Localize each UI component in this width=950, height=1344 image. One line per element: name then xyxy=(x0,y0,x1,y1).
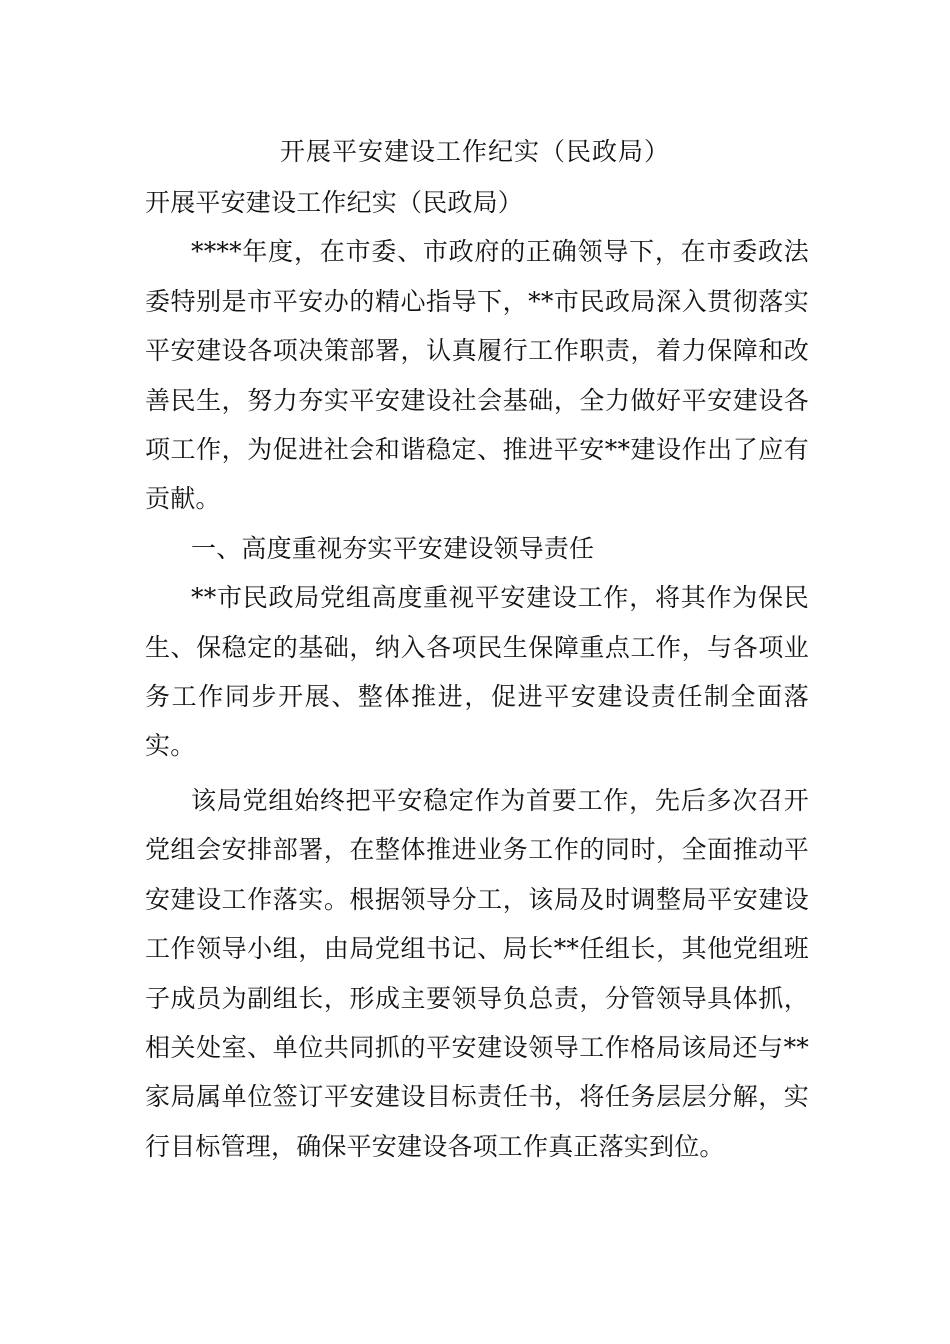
document-subtitle: 开展平安建设工作纪实（民政局） xyxy=(145,188,524,217)
paragraph-intro: ****年度，在市委、市政府的正确领导下，在市委政法委特别是市平安办的精心指导下，**市民政局深入贯彻落实平安建设各项决策部署，认真履行工作职责，着力保障和改善民生，努力夯实平安建设社会基础，全力做好平安建设各项工作，为促进社会和谐稳定、推进平安**建设作出了应有贡献。 xyxy=(145,237,809,514)
document-body xyxy=(145,178,809,1171)
section-heading-1: 一、高度重视夯实平安建设领导责任 xyxy=(191,533,595,563)
paragraph-leadership: 该局党组始终把平安稳定作为首要工作，先后多次召开党组会安排部署，在整体推进业务工作的同时，全面推动平安建设工作落实。根据领导分工，该局及时调整局平安建设工作领导小组，由局党组书记、局长**任组长，其他党组班子成员为副组长，形成主要领导负总责，分管领导具体抓，相关处室、单位共同抓的平安建设领导工作格局该局还与**家局属单位签订平安建设目标责任书，将任务层层分解，实行目标管理，确保平安建设各项工作真正落实到位。 xyxy=(145,785,809,1161)
document-title: 开展平安建设工作纪实（民政局） xyxy=(279,137,670,166)
paragraph-section-1: **市民政局党组高度重视平安建设工作，将其作为保民生、保稳定的基础，纳入各项民生保障重点工作，与各项业务工作同步开展、整体推进，促进平安建设责任制全面落实。 xyxy=(145,583,809,761)
